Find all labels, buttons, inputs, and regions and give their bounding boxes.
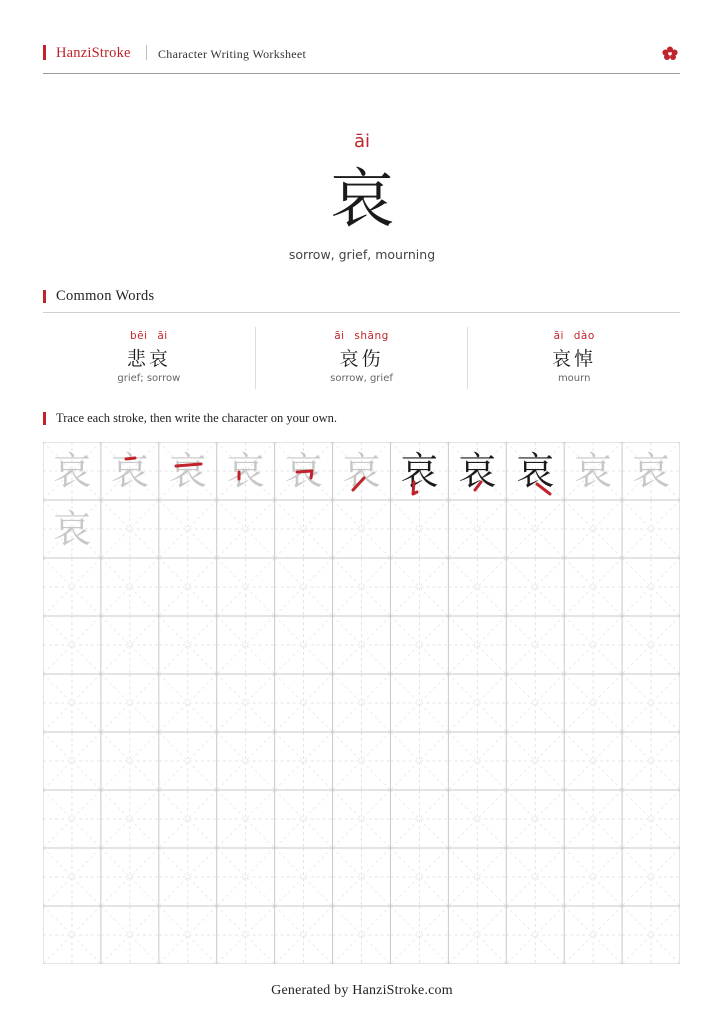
word-pinyin: āi shāng (334, 330, 389, 342)
word-card (468, 327, 680, 389)
practice-instruction: Trace each stroke, then write the character on your own. (56, 411, 338, 425)
stroke-highlight (390, 442, 448, 500)
character-pinyin: āi (353, 131, 371, 152)
trace-cell[interactable] (622, 442, 680, 500)
trace-character: 哀 (226, 449, 265, 493)
trace-cell[interactable] (275, 442, 333, 500)
word-hanzi: 悲哀 (126, 348, 171, 370)
stroke-highlight (217, 442, 275, 500)
trace-character: 哀 (342, 449, 381, 493)
header-divider (146, 45, 147, 60)
trace-character: 哀 (458, 449, 497, 493)
trace-cell[interactable] (448, 442, 506, 500)
trace-cell[interactable] (333, 442, 391, 500)
word-pinyin: āi dào (553, 330, 595, 342)
trace-character: 哀 (400, 449, 439, 493)
trace-character: 哀 (52, 449, 91, 493)
trace-cell[interactable] (43, 442, 101, 500)
trace-cell[interactable] (43, 500, 101, 558)
practice-heading (43, 411, 680, 429)
trace-character: 哀 (52, 507, 91, 551)
trace-cell[interactable] (506, 442, 564, 500)
trace-character: 哀 (516, 449, 555, 493)
character-meaning: sorrow, grief, mourning (288, 247, 436, 262)
trace-character: 哀 (110, 449, 149, 493)
trace-character: 哀 (168, 449, 207, 493)
trace-cell[interactable] (159, 442, 217, 500)
trace-cell[interactable] (390, 442, 448, 500)
stroke-highlight (159, 442, 217, 500)
common-words-title: Common Words (56, 288, 155, 304)
word-meaning: sorrow, grief (330, 373, 393, 384)
footer-credit: Generated by HanziStroke.com (271, 983, 453, 998)
brand-accent-bar (43, 45, 46, 60)
stroke-highlight (101, 442, 159, 500)
grid-lines (43, 442, 680, 964)
word-hanzi: 哀悼 (552, 348, 597, 370)
word-card (43, 327, 256, 389)
word-hanzi: 哀伤 (339, 348, 384, 370)
common-words-heading (43, 289, 680, 313)
common-words-list (43, 327, 680, 389)
trace-character: 哀 (632, 449, 671, 493)
section-accent-bar (43, 290, 46, 303)
word-card (256, 327, 469, 389)
stroke-highlight (275, 442, 333, 500)
word-meaning: grief; sorrow (117, 373, 181, 384)
word-meaning: mourn (557, 373, 591, 384)
word-pinyin: bēi āi (129, 330, 168, 342)
plum-blossom-icon (662, 46, 678, 60)
trace-character: 哀 (284, 449, 323, 493)
worksheet-header (43, 44, 680, 74)
stroke-highlight (448, 442, 506, 500)
worksheet-subtitle: Character Writing Worksheet (158, 47, 307, 61)
trace-cell[interactable] (101, 442, 159, 500)
trace-cell[interactable] (564, 442, 622, 500)
stroke-highlight (506, 442, 564, 500)
stroke-highlight (333, 442, 391, 500)
main-character: 哀 (330, 163, 394, 237)
trace-cell[interactable] (217, 442, 275, 500)
brand-name[interactable]: HanziStroke (56, 45, 131, 61)
practice-grid[interactable] (43, 442, 680, 964)
section-accent-bar (43, 412, 46, 425)
trace-character: 哀 (574, 449, 613, 493)
